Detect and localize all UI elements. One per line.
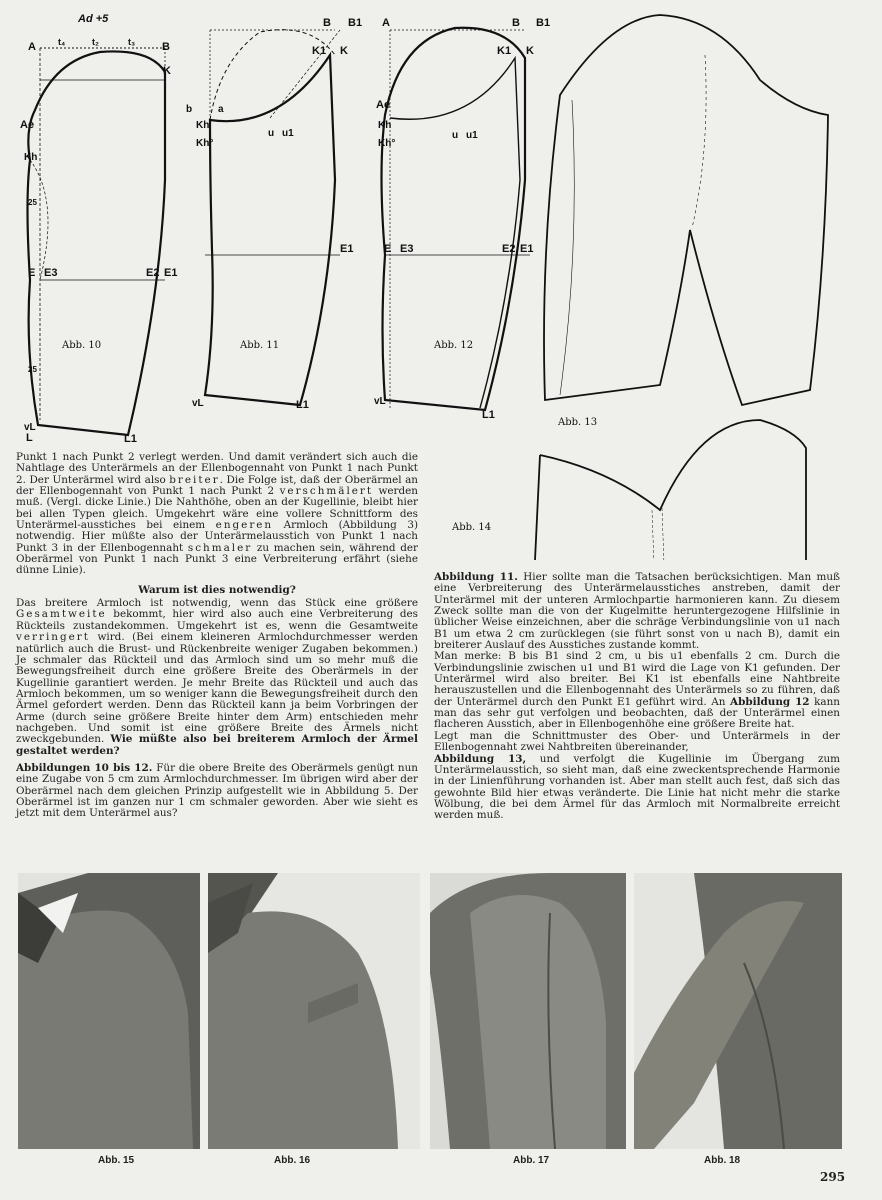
right-paragraph-2: Man merke: B bis B1 sind 2 cm, u bis u1 ebenfalls 2 cm. Durch die Verbindungslinie zwischen u1 und B1 wird die Lage von K1 gefunden. Der Unterärmel wird also breiter. Bei K1 ist ebenfalls eine Nahtbreite herauszustellen und die Ellenbogennaht des Unterärmels so zu führen, daß der Unterärmel durch den Punkt E1 geführt wird. An Abbildung 12 kann man das sehr gut verfolgen und beobachten, daß der Unterärmel einen flacheren Ausstich, aber in Ellenbogenhöhe eine größere Breite hat. [434, 650, 840, 731]
abb11-label-u: u [268, 128, 275, 139]
page-number: 295 [820, 1170, 846, 1184]
right-text-column [434, 572, 840, 822]
photo-caption-abb15: Abb. 15 [98, 1155, 135, 1166]
photo-abb18 [634, 873, 842, 1149]
abb10-caption: Abb. 10 [62, 340, 102, 351]
photo-abb15 [18, 873, 200, 1149]
abb12-label-u1: u1 [466, 130, 478, 141]
abb10-label-25b: 25 [28, 365, 37, 374]
left-paragraph-2: Das breitere Armloch ist notwendig, wenn das Stück eine größere Gesamtweite bekommt, hier wird also auch eine Verbreiterung des Rückteils zustandekommen. Umgekehrt ist es, wenn die Gesamtweite verringert wird. (Bei einem kleineren Armlochdurchmesser werden natürlich auch die Brust- und Rückenbreite weniger Zugaben bekommen.) Je schmaler das Rückteil und das Armloch sind um so mehr muß die Bewegungsfreiheit durch eine größere Breite des Oberärmels in der Kugellinie garantiert werden. Je mehr Breite das Rückteil und auch das Armloch bekommen, um so weniger kann die Bewegungsfreiheit durch den Ärmel gefordert werden. Denn das Rückteil kann ja beim Vorbringen der Arme (durch seine größere Breite hinter dem Arm) entschieden mehr nachgeben. Und somit ist eine größere Breite des Ärmels nicht zweckgebunden. Wie müßte also bei breiterem Armloch der Ärmel gestaltet werden? [16, 597, 418, 757]
abb10-label-t2: t₂ [92, 37, 99, 47]
abb11-label-Khx: Kh° [196, 138, 214, 149]
abb12-label-B: B [512, 17, 520, 29]
abb12-label-B1: B1 [536, 17, 551, 29]
abb11-label-E1: E1 [340, 243, 354, 255]
abb10-label-t4: t₄ [58, 37, 66, 47]
abb10-label-E3: E3 [44, 267, 58, 279]
right-paragraph-3: Legt man die Schnittmuster des Ober- und Unterärmels in der Ellenbogennaht zwei Nahtbreiten übereinander, [434, 729, 840, 754]
abb10-label-vL: vL [24, 422, 36, 433]
abb10-label-25a: 25 [28, 198, 37, 207]
abb12-caption: Abb. 12 [434, 340, 474, 351]
abb10-label-t3: t₃ [128, 37, 136, 47]
abb11-label-K: K [340, 45, 348, 57]
abb10-label-Kh: Kh [24, 152, 38, 163]
abb12-label-L1: L1 [482, 409, 495, 421]
figure-abb10 [28, 48, 166, 435]
abb12-label-Kh: Kh [378, 120, 392, 131]
left-text-column [16, 452, 418, 820]
left-paragraph-1: Punkt 1 nach Punkt 2 verlegt werden. Und damit verändert sich auch die Nahtlage des Unterärmels an der Ellenbogennaht von Punkt 1 nach Punkt 2. Der Unterärmel wird also breiter. Die Folge ist, daß der Oberärmel an der Ellenbogennaht von Punkt 1 nach Punkt 2 verschmälert werden muß. (Vergl. dicke Linie.) Die Nahthöhe, oben an der Kugellinie, bleibt hier bei allen Typen gleich. Umgekehrt wäre eine vollere Schnittform des Unterärmel-ausstiches bei einem engeren Armloch (Abbildung 3) notwendig. Hier müßte also der Unterärmelausstich von Punkt 1 nach Punkt 3 in der Ellenbogennaht schmaler zu machen sein, während der Oberärmel von Punkt 1 nach Punkt 3 eine Verbreiterung erfährt (siehe dünne Linie). [16, 451, 418, 577]
abb14-caption: Abb. 14 [452, 522, 492, 533]
abb10-label-E: E [28, 267, 36, 279]
abb11-label-L1: L1 [296, 399, 309, 411]
abb12-label-K1: K1 [497, 45, 512, 57]
abb12-label-vL: vL [374, 396, 386, 407]
photo-caption-abb16: Abb. 16 [274, 1155, 311, 1166]
abb13-caption: Abb. 13 [558, 417, 598, 428]
abb12-label-E2: E2 [502, 243, 516, 255]
abb12-label-E1: E1 [520, 243, 534, 255]
photo-abb16 [208, 873, 420, 1149]
photo-caption-abb18: Abb. 18 [704, 1155, 741, 1166]
abb12-label-E: E [384, 243, 392, 255]
abb11-label-b: b [186, 104, 193, 115]
abb10-label-E2: E2 [146, 267, 160, 279]
abb10-label-L1: L1 [124, 433, 137, 445]
abb10-top-label: Ad +5 [78, 13, 109, 25]
figure-abb13 [544, 15, 828, 405]
abb10-label-Ae: Ae [20, 119, 35, 131]
abb11-label-Kh: Kh [196, 120, 210, 131]
abb12-label-Ae: Ae [376, 99, 391, 111]
left-paragraph-3: Abbildungen 10 bis 12. Für die obere Breite des Oberärmels genügt nun eine Zugabe von 5 cm zum Armlochdurchmesser. Im übrigen wird aber der Oberärmel nach dem gleichen Prinzip aufgestellt wie in Abbildung 5. Der Oberärmel ist im ganzen nur 1 cm schmaler geworden. Aber wie sieht es jetzt mit dem Unterärmel aus? [16, 761, 418, 820]
figure-abb14 [535, 420, 806, 560]
abb12-label-u: u [452, 130, 459, 141]
abb11-label-a: a [218, 104, 224, 115]
abb10-label-A: A [28, 41, 36, 53]
abb12-label-Khx: Kh° [378, 138, 396, 149]
abb10-label-E1: E1 [164, 267, 178, 279]
abb11-label-vL: vL [192, 398, 204, 409]
abb11-label-K1: K1 [312, 45, 327, 57]
right-paragraph-4: Abbildung 13, und verfolgt die Kugellinie im Übergang zum Unterärmelausstich, so sieht man, daß eine zweckentsprechende Harmonie in der Linienführung vorhanden ist. Aber man stellt auch fest, daß sich das gewohnte Bild hier etwas veränderte. Die Linie hat nicht mehr die starke Wölbung, die bei dem Ärmel für das Armloch mit Normalbreite erreicht werden muß. [434, 752, 840, 822]
abb12-label-E3: E3 [400, 243, 414, 255]
photo-caption-abb17: Abb. 17 [513, 1155, 550, 1166]
figure-abb12 [382, 28, 534, 410]
section-heading: Warum ist dies notwendig? [138, 583, 296, 596]
abb12-label-K: K [526, 45, 534, 57]
abb11-label-B: B [323, 17, 331, 29]
photo-abb17 [430, 873, 626, 1149]
abb10-label-K: K [163, 65, 171, 77]
abb11-label-u1: u1 [282, 128, 294, 139]
abb11-label-B1: B1 [348, 17, 363, 29]
abb10-label-L: L [26, 432, 33, 444]
abb12-label-A: A [382, 17, 390, 29]
abb10-label-B: B [162, 41, 170, 53]
abb11-caption: Abb. 11 [240, 340, 280, 351]
right-paragraph-1: Abbildung 11. Hier sollte man die Tatsachen berücksichtigen. Man muß eine Verbreiterung des Unterärmelausstiches anstreben, damit der Unterärmel mit der unteren Armlochpartie harmonieren kann. Zu diesem Zweck sollte man die von der Kugelmitte heruntergezogene Hilfslinie in üblicher Weise einzeichnen, aber die schräge Verbindungslinie von u1 nach B1 um etwa 2 cm zurücklegen (sie führt sonst von u nach B), damit ein breiterer Auslauf des Ausstiches zustande kommt. [434, 571, 840, 652]
